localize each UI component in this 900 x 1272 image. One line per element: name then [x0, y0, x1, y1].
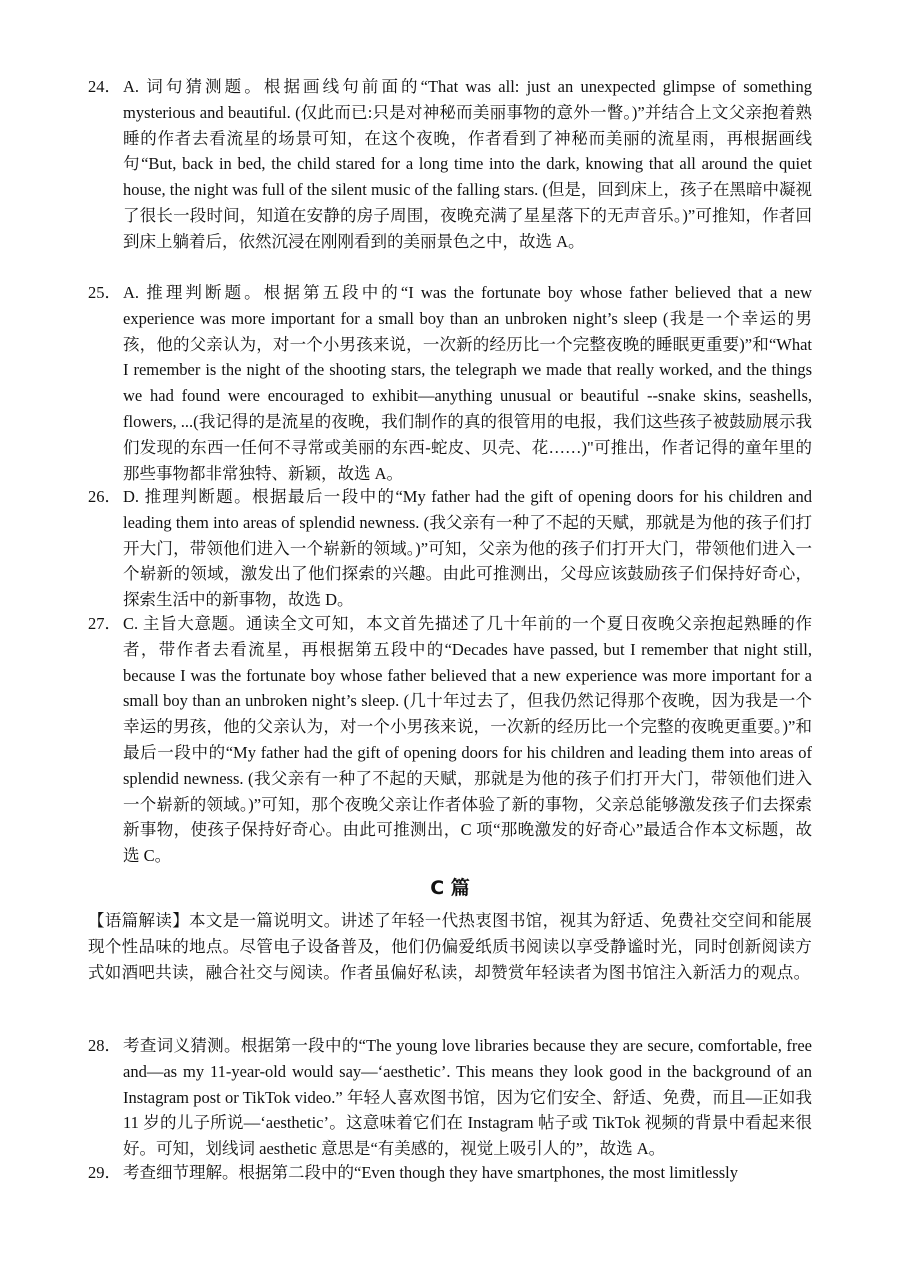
item-number: 28．: [88, 1036, 121, 1055]
answer-item-27: [88, 611, 812, 869]
item-text: D. 推理判断题。根据最后一段中的“My father had the gift of opening doors for his children and leading them into areas of splendid newness. (我父亲有一种了不起的天赋，那就是为他的孩子们打开大门，带领他们进入一个崭新的领域。)”可知，父亲为他的孩子们打开大门，带领他们进入一个崭新的领域，激发出了他们探索的兴趣。由此可推测出，父母应该鼓励孩子们保持好奇心，探索生活中的新事物，故选 D。: [123, 487, 812, 610]
item-text: A. 推理判断题。根据第五段中的“I was the fortunate boy whose father believed that a new experience was more important for a small boy than an unbroken night’s sleep (我是一个幸运的男孩，他的父亲认为，对一个小男孩来说，一次新的经历比一个完整夜晚的睡眠更重要)”和“What I remember is the night of the shooting stars, the telegraph we made that really worked, and the things we had found were encouraged to exhibit—anything unusual or beautiful --snake skins, seashells, flowers, ...(我记得的是流星的夜晚，我们制作的真的很管用的电报，我们这些孩子被鼓励展示我们发现的东西一任何不寻常或美丽的东西-蛇皮、贝壳、花……)"可推出，作者记得的童年里的那些事物都非常独特、新颖，故选 A。: [123, 283, 812, 483]
item-number: 29．: [88, 1163, 121, 1182]
item-number: 24．: [88, 77, 121, 96]
answer-item-28: [88, 1033, 812, 1162]
item-text: 考查词义猜测。根据第一段中的“The young love libraries because they are secure, comfortable, free and—as my 11-year-old would say—‘aesthetic’. This means they look good in the background of an Instagram post or TikTok video.” 年轻人喜欢图书馆，因为它们安全、舒适、免费，而且—正如我 11 岁的儿子所说—‘aesthetic’。这意味着它们在 Instagram 帖子或 TikTok 视频的背景中看起来很好。可知，划线词 aesthetic 意思是“有美感的，视觉上吸引人的”，故选 A。: [123, 1036, 812, 1159]
answer-item-26: [88, 484, 812, 613]
section-title: C 篇: [430, 877, 470, 899]
answer-item-25: [88, 280, 812, 486]
reading-intro: 【语篇解读】本文是一篇说明文。讲述了年轻一代热衷图书馆，视其为舒适、免费社交空间和能展现个性品味的地点。尽管电子设备普及，他们仍偏爱纸质书阅读以享受静谧时光，同时创新阅读方式如酒吧共读，融合社交与阅读。作者虽偏好私读，却赞赏年轻读者为图书馆注入新活力的观点。: [88, 911, 812, 982]
item-text: 考查细节理解。根据第二段中的“Even though they have smartphones, the most limitlessly: [123, 1163, 739, 1182]
item-number: 27．: [88, 614, 121, 633]
item-text: A. 词句猜测题。根据画线句前面的“That was all: just an unexpected glimpse of something mysterious and beautiful. (仅此而已:只是对神秘而美丽事物的意外一瞥。)”并结合上文父亲抱着熟睡的作者去看流星的场景可知，在这个夜晚，作者看到了神秘而美丽的流星雨，再根据画线句“But, back in bed, the child stared for a long time into the dark, knowing that all around the quiet house, the night was full of the silent music of the falling stars. (但是，回到床上，孩子在黑暗中凝视了很长一段时间，知道在安静的房子周围，夜晚充满了星星落下的无声音乐。)”可推知，作者回到床上躺着后，依然沉浸在刚刚看到的美丽景色之中，故选 A。: [123, 77, 812, 251]
answer-item-24: [88, 74, 812, 255]
answer-item-29: [88, 1160, 812, 1186]
item-text: C. 主旨大意题。通读全文可知，本文首先描述了几十年前的一个夏日夜晚父亲抱起熟睡的作者，带作者去看流星，再根据第五段中的“Decades have passed, but I remember that night still, because I was the fortunate boy whose father believed that a new experience was more important for a small boy than an unbroken night’s sleep. (几十年过去了，但我仍然记得那个夜晚，因为我是一个幸运的男孩，他的父亲认为，对一个小男孩来说，一次新的经历比一个完整的夜晚更重要。)”和最后一段中的“My father had the gift of opening doors for his children and leading them into areas of splendid newness. (我父亲有一种了不起的天赋，那就是为他的孩子们打开大门，带领他们进入一个崭新的领域。)”可知，那个夜晚父亲让作者体验了新的事物，父亲总能够激发孩子们去探索新事物，使孩子保持好奇心。由此可推测出，C 项“那晚激发的好奇心”最适合作本文标题，故选 C。: [123, 614, 812, 866]
item-number: 25．: [88, 283, 121, 302]
item-number: 26．: [88, 487, 121, 506]
